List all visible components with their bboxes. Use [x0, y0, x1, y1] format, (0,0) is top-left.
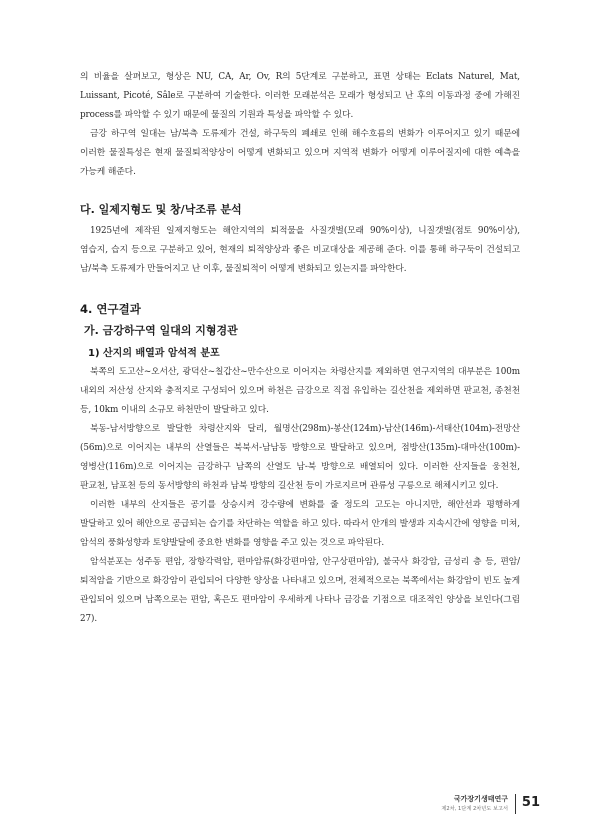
page-footer	[400, 792, 540, 816]
footer-report-title: 국가장기생태연구	[453, 795, 508, 803]
paragraph-estuary-material: 금강 하구역 일대는 남/북측 도류제가 건설, 하구둑의 폐쇄로 인해 해수흐름의 변화가 이루어지고 있기 때문에 이러한 물질특성은 현재 물질퇴적양상이 어떻게 변화되고 있으며 지역적 변화가 어떻게 이루어질지에 대한 예측을 가능케 해준다.	[80, 129, 520, 177]
footer-divider	[515, 794, 516, 814]
subsection-heading-mountains: 1) 산지의 배열과 암석적 분포	[88, 348, 220, 359]
paragraph-rock-distribution: 암석분포는 성주동 편암, 장항각력암, 편마암류(화강편마암, 안구상편마암), 불국사 화강암, 금성리 층 등, 편암/퇴적암을 기반으로 화강암이 관입되어 다양한 양상을 나타내고 있으며, 전체적으로는 북쪽에서는 화강암이 빈도 높게 관입되어 있으며 남쪽으로는 편암, 혹은도 편마암이 우세하게 나타나 금강을 기점으로 대조적인 양상을 보인다(그림 27).	[80, 557, 520, 624]
paragraph-internal-ridges: 북동-남서방향으로 발달한 차령산지와 달리, 월명산(298m)-봉산(124m)-남산(146m)-서태산(104m)-전망산(56m)으로 이어지는 내부의 산열들은 북북서-남남동 방향으로 발달하고 있으며, 점방산(135m)-대마산(100m)-영병산(116m)으로 이어지는 금강하구 남쪽의 산열도 남-북 방향으로 배열되어 있다. 이러한 산지들을 웅천천, 판교천, 남포천 등의 동서방향의 하천과 남북 방향의 길산천 등이 가로지르며 관류성 구릉으로 해체시키고 있다.	[80, 424, 520, 491]
body-content	[80, 68, 520, 629]
footer-report-subtitle: 제2차, 1단계 2차년도 보고서	[441, 806, 508, 812]
page-number: 51	[521, 795, 540, 810]
paragraph-sand-analysis: 의 비율을 살펴보고, 형상은 NU, CA, Ar, Ov, R의 5단계로 구분하고, 표면 상태는 Eclats Naturel, Mat, Luissant, Picoté, Sâle로 구분하여 기술한다. 이러한 모래분석은 모래가 형성되고 난 후의 이동과정 중에 가해진 process를 파악할 수 있기 때문에 물질의 기원과 특성을 파악할 수 있다.	[80, 72, 520, 120]
section-heading-landscape: 가. 금강하구역 일대의 지형경관	[84, 324, 238, 337]
paragraph-moisture-blocking: 이러한 내부의 산지들은 공기를 상승시켜 강수량에 변화를 줄 정도의 고도는 아니지만, 해안선과 평행하게 발달하고 있어 해안으로 공급되는 습기를 차단하는 역할을 하고 있다. 따라서 안개의 발생과 지속시간에 영향을 미쳐, 암석의 풍화성향과 토양발달에 중요한 변화를 영향을 주고 있는 것으로 파악된다.	[80, 500, 520, 548]
section-heading-map-analysis: 다. 일제지형도 및 창/낙조류 분석	[80, 203, 242, 216]
chapter-heading-results: 4. 연구결과	[80, 302, 141, 316]
paragraph-mountain-ranges: 북쪽의 도고산~오서산, 광덕산~칠갑산~만수산으로 이어지는 차령산지를 제외하면 연구지역의 대부분은 100m 내외의 저산성 산지와 충적지로 구성되어 있으며 하천은 금강으로 직접 유입하는 길산천을 제외하면 판교천, 종천천 등, 10km 이내의 소규모 하천만이 발달하고 있다.	[80, 367, 520, 415]
paragraph-1925-map: 1925년에 제작된 일제지형도는 해안지역의 퇴적물을 사질갯벌(모래 90%이상), 니질갯벌(점토 90%이상), 염습지, 습지 등으로 구분하고 있어, 현재의 퇴적양상과 좋은 비교대상을 제공해 준다. 이를 통해 하구둑이 건설되고 남/북측 도류제가 만들어지고 난 이후, 물질퇴적이 어떻게 변화되고 있는지를 파악한다.	[80, 226, 520, 274]
